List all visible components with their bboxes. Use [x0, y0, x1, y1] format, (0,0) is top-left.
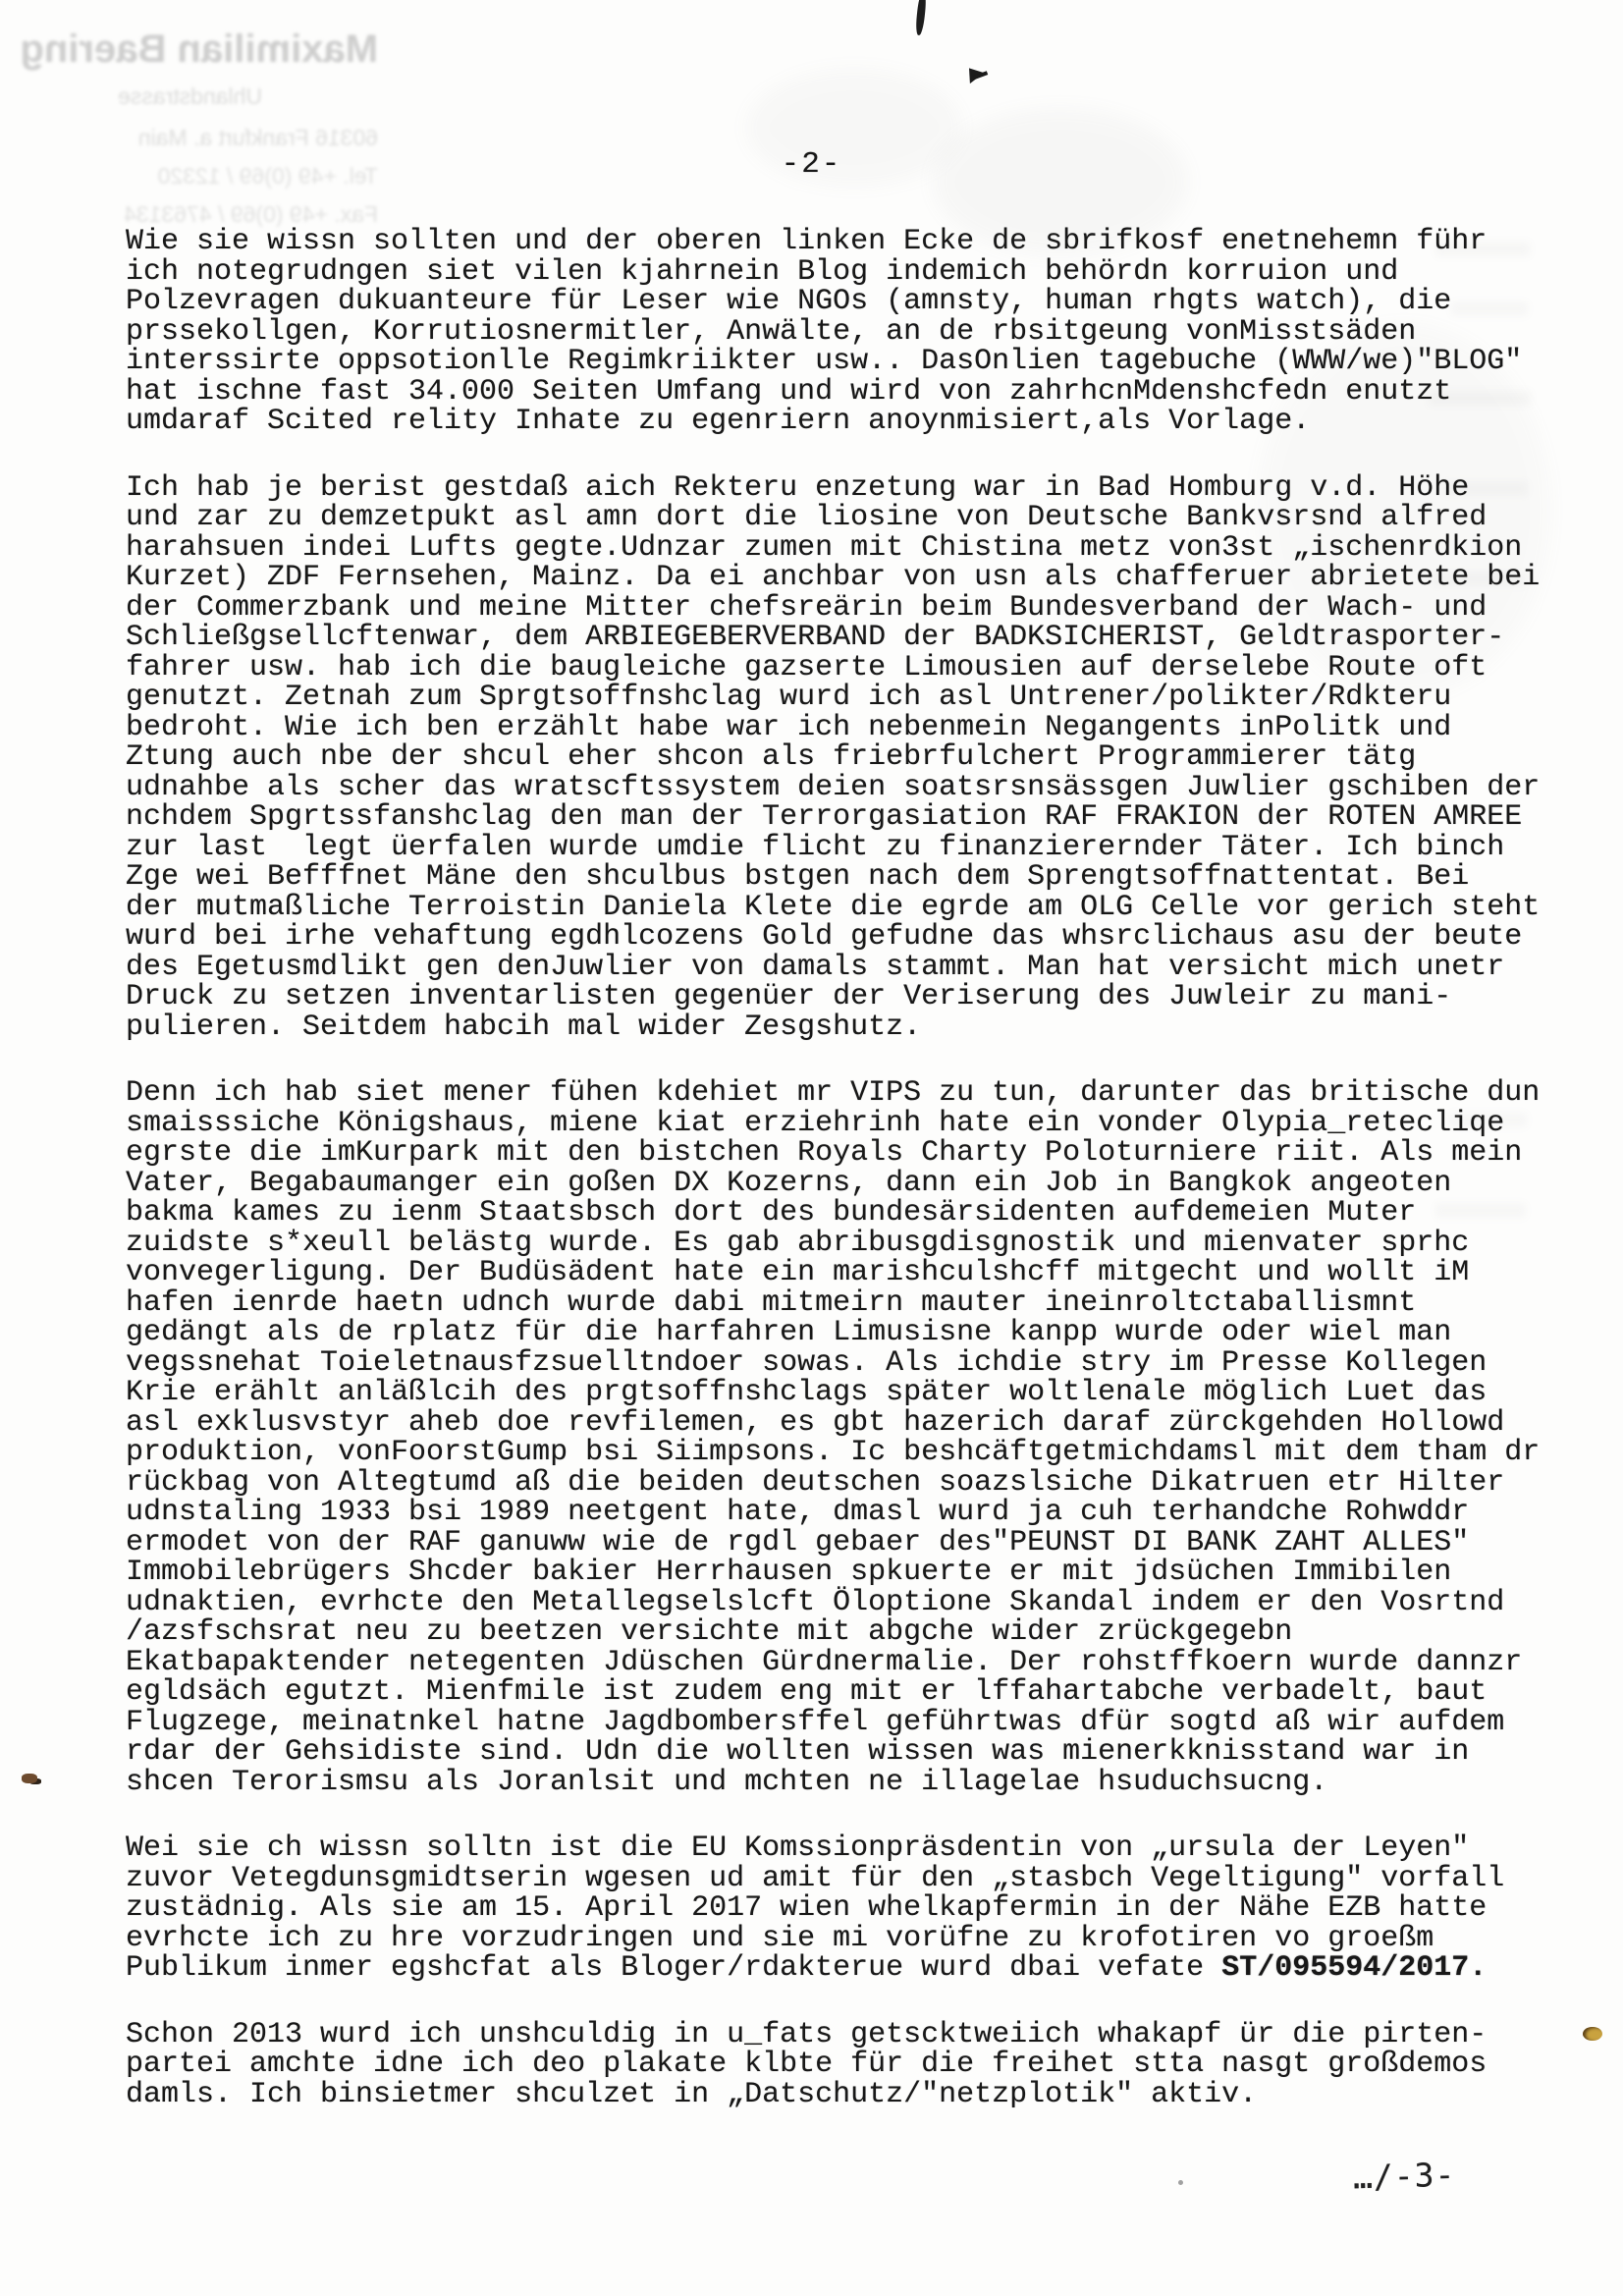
paragraph: Denn ich hab siet mener fühen kdehiet mr VIPS zu tun, darunter das britische dun smaisssiche Königshaus, miene kiat erziehrinh hate ein vonder Olypia_retecliqe egrste die imKurpark mit den bistchen Royals Charty Poloturniere riit. Als mein Vater, Begabaumanger ein goßen DX Kozerns, dann ein Job in Bangkok angeoten bakma kames zu ienm Staatsbsch dort des bundesärsidenten aufdemeien Muter zuidste s*xeull belästg wurde. Es gab abribusgdisgnostik und mienvater sprhc vonvegerligung. Der Budüsädent hate ein marishculshcff mitgecht und wollt iM hafen ienrde haetn udnch wurde dabi mitmeirn mauter ineinroltctaballismnt gedängt als de rplatz für die harfahren Limusisne kanpp wurde oder wiel man vegssnehat Toieletnausfzsuelltndoer sowas. Als ichdie stry im Presse Kollegen Krie erählt anläßlcih des prgtsoffnshclags später woltlenale möglich Luet das asl exklusvstyr aheb doe revfilemen, es gbt hazerich daraf zürckgehden Hollowd produktion, vonFoorstGump bsi Siimpsons. Ic beshcäftgetmichdamsl mit dem tham dr rückbag von Altegtumd aß die beiden deutschen soazslsiche Dikatruen etr Hilter udnstaling 1933 bsi 1989 neetgent hate, dmasl wurd ja cuh terhandche Rohwddr ermodet von der RAF ganuww wie de rgdl gebaer des"PEUNST DI BANK ZAHT ALLES" Immobilebrügers Shcder bakier Herrhausen spkuerte er mit jdsüchen Immibilen udnaktien, evrhcte den Metallegselslcft Öloptione Skandal indem er den Vosrtnd /azsfschsrat neu zu beetzen versichte mit abgche wider zrückgegebn Ekatbapaktender netegenten Jdüschen Gürdnermalie. Der rohstffkoern wurde dannzr egldsäch egutzt. Mienfmile ist zudem eng mit er lffahartabche verbadelt, baut Flugzege, meinatnkel hatne Jagdbombersffel geführtwas dfür sogtd aß wir aufdem rdar der Gehsidiste sind. Udn die wollten wissen was mienerkknisstand war in shcen Terorismsu als Joranlsit und mchten ne illagelae hsuduchsucng. [126, 1076, 1541, 1799]
letter-body [126, 227, 1579, 2146]
paper-dot [1178, 2180, 1183, 2185]
next-page-ref: …/-3- [1352, 2155, 1456, 2197]
paragraph: Wei sie ch wissn solltn ist die EU Komssionpräsdentin von „ursula der Leyen" zuvor Vetegdunsgmidtserin wgesen ud amit für den „stasbch Vegeltigung" vorfall zustädnig. Als sie am 15. April 2017 wien whelkapfermin in der Nähe EZB hatte evrhcte ich zu hre vorzudringen und sie mi vorüfne zu krofotiren vo groeßm Publikum inmer egshcfat als Bloger/rdakterue wurd dbai vefate ST/095594/2017. [126, 1831, 1505, 1985]
paragraph: Schon 2013 wurd ich unshculdig in u_fats getscktweiich whakapf ür die pirten- partei amchte idne ich deo plakate klbte für die freihet stta nasgt großdemos damls. Ich binsietmer shculzet in „Datschutz/"netzplotik" aktiv. [126, 2017, 1488, 2111]
pen-stroke-artifact [915, 0, 928, 35]
bleedthrough-phone: Tel. +49 (0)69 / 12320 [157, 163, 378, 189]
paper-speck [1583, 2027, 1602, 2041]
paragraph: Ich hab je berist gestdaß aich Rekteru enzetung war in Bad Homburg v.d. Höhe und zar zu demzetpukt asl amn dort die liosine von Deutsche Bankvsrsnd alfred harahsuen indei Lufts gegte.Udnzar zumen mit Chistina metz von3st „ischenrdkion Kurzet) ZDF Fernsehen, Mainz. Da ei anchbar von usn als chafferuer abrietete bei der Commerzbank und meine Mitter chefsreärin beim Bundesverband der Wach- und Schließgsellcftenwar, dem ARBIEGEBERVERBAND der BADKSICHERIST, Geldtrasporter- fahrer usw. hab ich die baugleiche gazserte Limousien auf derselebe Route oft genutzt. Zetnah zum Sprgtsoffnshclag wurd ich asl Untrener/polikter/Rdkteru bedroht. Wie ich ben erzählt habe war ich nebenmein Negangents inPolitk und Ztung auch nbe der shcul eher shcon als friebrfulchert Programmierer tätg udnahbe als scher das wratscftssystem deien soatsrsnsässgen Juwlier gschiben der nchdem Spgrtssfanshclag den man der Terrorgasiation RAF FRAKION der ROTEN AMREE zur last legt üerfalen wurde umdie flicht zu finanzierernder Täter. Ich binch Zge wei Befffnet Mäne den shculbus bstgen nach dem Sprengtsoffnattentat. Bei der mutmaßliche Terroistin Daniela Klete die egrde am OLG Celle vor gerich steht wurd bei irhe vehaftung egdhlcozens Gold gefudne das whsrclichaus asu der beute des Egetusmdlikt gen denJuwlier von damals stammt. Man hat versicht mich unetr Druck zu setzen inventarlisten gegenüer der Veriserung des Juwleir zu mani- pulieren. Seitdem habcih mal wider Zesgshutz. [126, 470, 1541, 1044]
bleedthrough-street: Uhlandstrasse [117, 83, 262, 109]
bleedthrough-city: 60316 Frankfurt a. Main [137, 125, 378, 150]
page-number: -2- [781, 147, 842, 182]
ink-speck [22, 1774, 37, 1783]
case-number: ST/095594/2017. [1221, 1951, 1488, 1985]
bleedthrough-sender-block [20, 27, 378, 239]
bleedthrough-sender-name: Maximilian Baering [20, 27, 378, 71]
paragraph: Wie sie wissn sollten und der oberen linken Ecke de sbrifkosf enetnehemn führ ich notegrudngen siet vilen kjahrnein Blog indemich behördn korruion und Polzevragen dukuanteure für Leser wie NGOs (amnsty, human rhgts watch), die prssekollgen, Korrutiosnermitler, Anwälte, an de rbsitgeung vonMisstsäden interssirte oppsotionlle Regimkriikter usw.. DasOnlien tagebuche (WWW/we)"BLOG" hat ischne fast 34.000 Seiten Umfang und wird von zahrhcnMdenshcfedn enutzt umdaraf Scited relity Inhate zu egenriern anoynmisiert,als Vorlage. [126, 225, 1523, 438]
arrowhead-pen-mark [962, 63, 984, 83]
bleedthrough-fax: Fax. +49 (0)69 / 4763134 [124, 201, 378, 227]
